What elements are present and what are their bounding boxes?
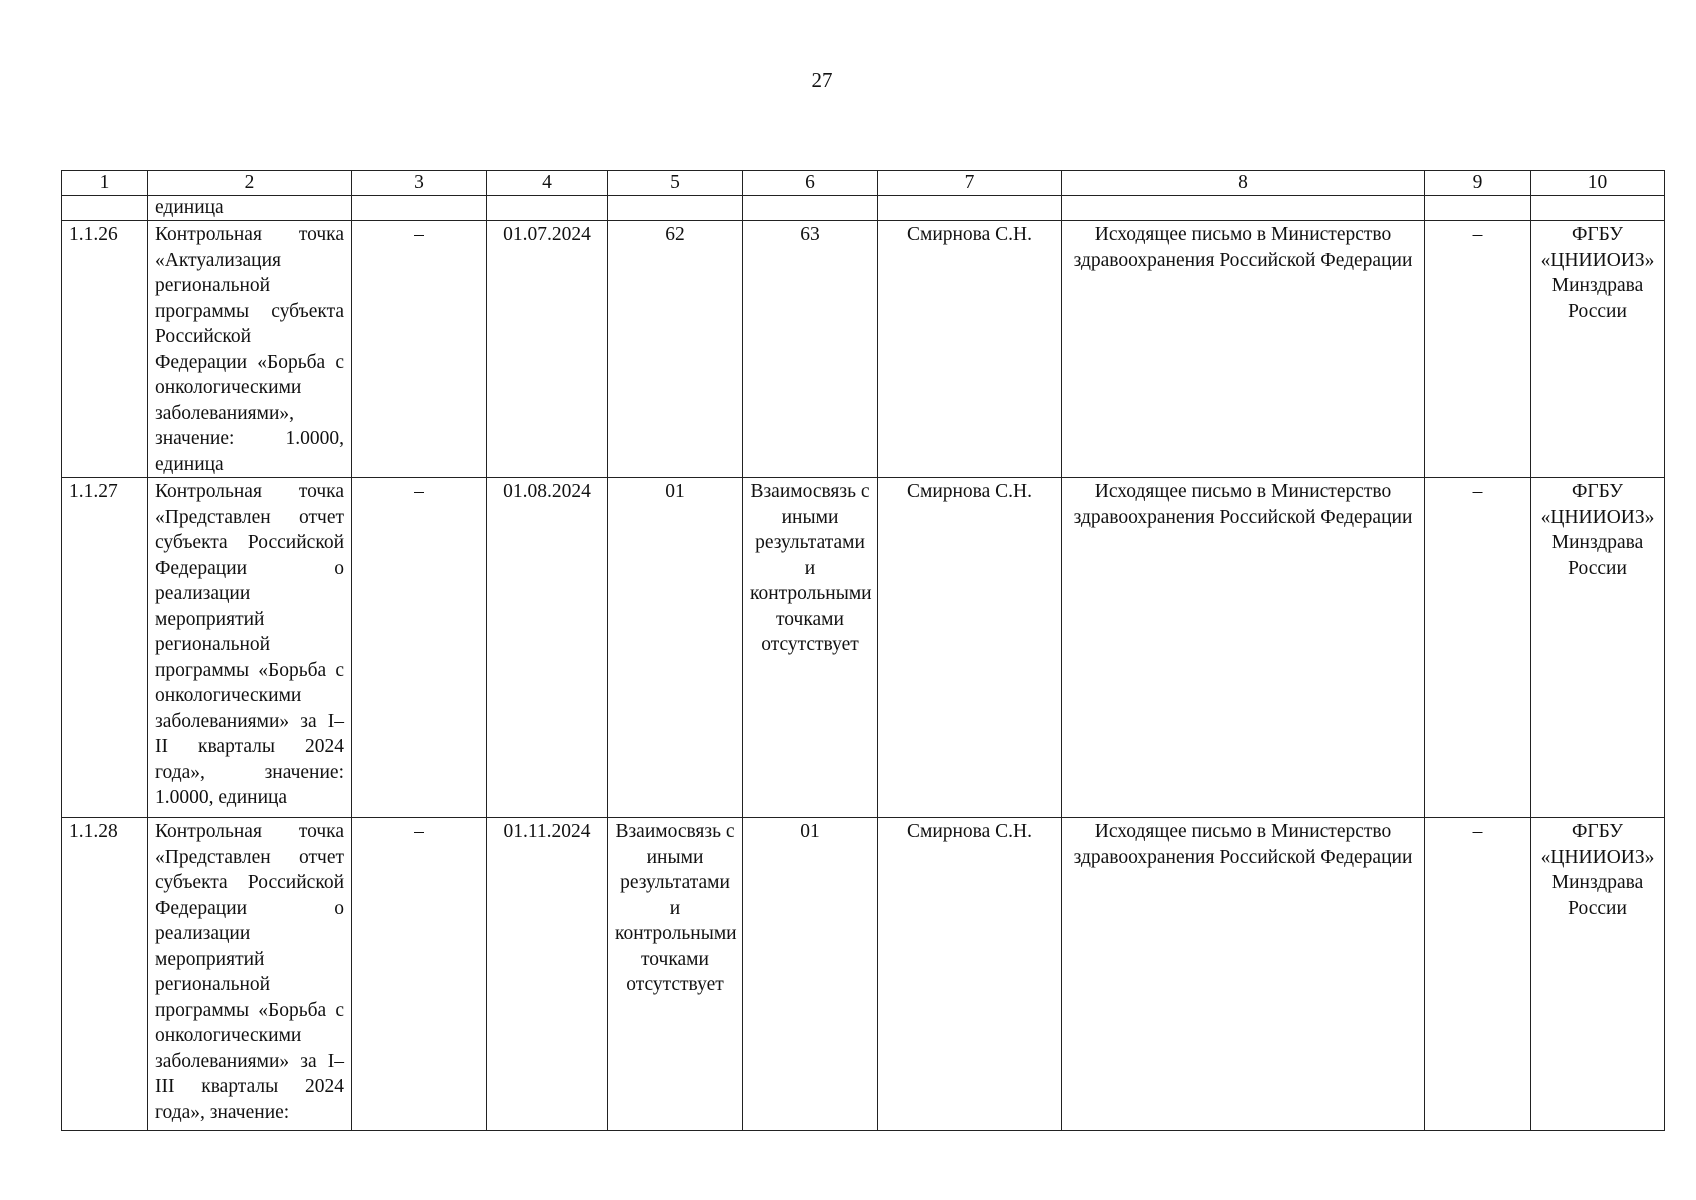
continuation-row (62, 196, 1665, 221)
row-col9: – (1425, 221, 1531, 478)
row-col5: 62 (608, 221, 743, 478)
row-date: 01.07.2024 (487, 221, 608, 478)
row-responsible: Смирнова С.Н. (878, 818, 1062, 1131)
row-col6: Взаимосвязь с иными результатами и контрольными точками отсутствует (743, 478, 878, 818)
control-points-table (61, 170, 1665, 1131)
column-header: 5 (608, 171, 743, 196)
row-date: 01.11.2024 (487, 818, 608, 1131)
table-row (62, 221, 1665, 478)
row-col9: – (1425, 478, 1531, 818)
table-cell (1425, 196, 1531, 221)
column-header: 9 (1425, 171, 1531, 196)
row-description: Контрольная точка «Представлен отчет субъекта Российской Федерации о реализации мероприятий региональной программы «Борьба с онкологическими заболеваниями» за I–III кварталы 2024 года», значение: (148, 818, 352, 1131)
table-cell (1531, 196, 1665, 221)
table-cell (352, 196, 487, 221)
row-date: 01.08.2024 (487, 478, 608, 818)
table-row (62, 818, 1665, 1131)
column-header: 3 (352, 171, 487, 196)
column-number-row (62, 171, 1665, 196)
row-col9: – (1425, 818, 1531, 1131)
row-document: Исходящее письмо в Министерство здравоохранения Российской Федерации (1062, 221, 1425, 478)
row-document: Исходящее письмо в Министерство здравоохранения Российской Федерации (1062, 818, 1425, 1131)
table-cell (62, 196, 148, 221)
table-cell (878, 196, 1062, 221)
column-header: 10 (1531, 171, 1665, 196)
column-header: 4 (487, 171, 608, 196)
row-document: Исходящее письмо в Министерство здравоохранения Российской Федерации (1062, 478, 1425, 818)
row-description: Контрольная точка «Представлен отчет субъекта Российской Федерации о реализации мероприятий региональной программы «Борьба с онкологическими заболеваниями» за I–II кварталы 2024 года», значение: 1.0000, единица (148, 478, 352, 818)
row-number: 1.1.27 (62, 478, 148, 818)
row-number: 1.1.28 (62, 818, 148, 1131)
column-header: 8 (1062, 171, 1425, 196)
row-col3: – (352, 478, 487, 818)
row-col3: – (352, 818, 487, 1131)
page-number: 27 (811, 68, 833, 92)
row-col6: 01 (743, 818, 878, 1131)
row-responsible: Смирнова С.Н. (878, 221, 1062, 478)
row-description: Контрольная точка «Актуализация региональной программы субъекта Российской Федерации «Борьба с онкологическими заболеваниями», значение: 1.0000, единица (148, 221, 352, 478)
row-number: 1.1.26 (62, 221, 148, 478)
table-row (62, 478, 1665, 818)
column-header: 6 (743, 171, 878, 196)
row-col6: 63 (743, 221, 878, 478)
row-col5: 01 (608, 478, 743, 818)
column-header: 1 (62, 171, 148, 196)
row-organization: ФГБУ «ЦНИИОИЗ» Минздрава России (1531, 818, 1665, 1131)
column-header: 2 (148, 171, 352, 196)
row-col5: Взаимосвязь с иными результатами и контрольными точками отсутствует (608, 818, 743, 1131)
continuation-text: единица (148, 196, 352, 221)
row-responsible: Смирнова С.Н. (878, 478, 1062, 818)
row-organization: ФГБУ «ЦНИИОИЗ» Минздрава России (1531, 478, 1665, 818)
column-header: 7 (878, 171, 1062, 196)
table-cell (743, 196, 878, 221)
row-organization: ФГБУ «ЦНИИОИЗ» Минздрава России (1531, 221, 1665, 478)
table-cell (1062, 196, 1425, 221)
table-cell (487, 196, 608, 221)
row-col3: – (352, 221, 487, 478)
table-cell (608, 196, 743, 221)
